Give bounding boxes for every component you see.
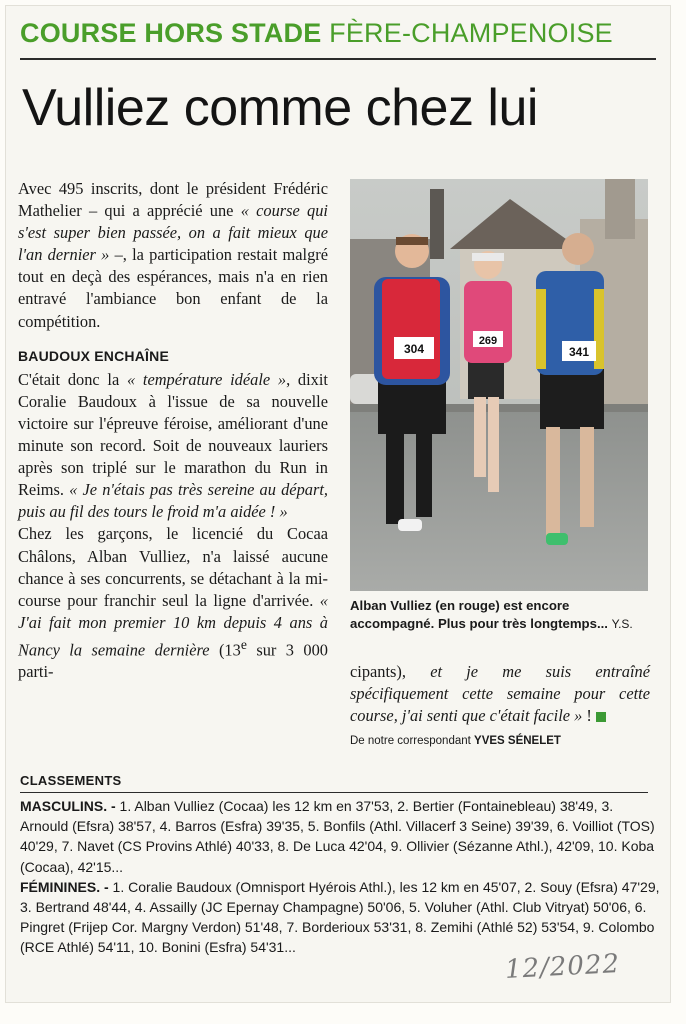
byline-name: YVES SÉNELET [474,735,561,747]
chimney [430,189,444,259]
bib-304: 304 [403,342,425,356]
kicker-divider [20,58,656,60]
bib-269: 269 [478,335,498,347]
kicker-location: FÈRE-CHAMPENOISE [329,18,613,48]
photo-caption-text: Alban Vulliez (en rouge) est encore accompagné. Plus pour très longtemps... [350,598,608,631]
kicker-event: COURSE HORS STADE [20,18,322,48]
bib-341: 341 [568,345,590,359]
results-women-label: FÉMININES. - [20,878,109,895]
article-paragraph-3: Chez les garçons, le licencié du Cocaa Châlons, Alban Vulliez, n'a laissé aucune chance à ses concurrents, se détachant à la mi-course pour franchir seul la ligne d'arrivée. « J'ai fait mon premier 10 km depuis 4 ans à Nancy la semaine dernière (13e sur 3 000 parti- [18,524,328,682]
section-kicker [20,18,660,49]
results-heading: CLASSEMENTS [20,773,122,788]
tower [605,179,635,239]
byline-prefix: De notre correspondant [350,735,471,747]
article-column-left [18,178,328,684]
handwritten-date: 12/2022 [504,949,621,985]
end-of-article-mark [596,712,606,722]
article-column-right: cipants), et je me suis entraîné spécifiquement cette semaine pour cette course, j'ai senti que c'était facile » ! [350,662,650,726]
race-photo-illustration [350,179,648,591]
photo-caption [350,597,650,633]
results-men-label: MASCULINS. - [20,798,116,814]
results-list [20,796,660,958]
results-women: FÉMININES. - 1. Coralie Baudoux (Omnisport Hyérois Athl.), les 12 km en 45'07, 2. Souy (Efsra) 47'29, 3. Bertrand 48'44, 4. Assailly (JC Epernay Champagne) 50'06, 5. Voluher (Athl. Club Vitryat) 50'06, 6. Pingret (Frijep Cor. Margny Verdon) 51'48, 7. Borderioux 53'31, 8. Zemihi (Athlé 52) 53'54, 9. Colombo (RCE Athlé) 54'11, 10. Bonini (Esfra) 54'31... [20,878,660,956]
results-divider [20,792,648,793]
photo-credit: Y.S. [611,617,633,631]
article-paragraph-2: C'était donc la « température idéale », dixit Coralie Baudoux à l'issue de sa nouvelle victoire sur l'épreuve féroise, améliorant d'une minute son record. Soit de nouveaux lauriers après son triplé sur le marathon du Run in Reims. « Je n'étais pas très sereine au départ, puis au fil des tours le froid m'a aidée ! » [18,369,328,522]
article-paragraph-1: Avec 495 inscrits, dont le président Frédéric Mathelier – qui a apprécié une « course qui s'est super bien passée, on a fait mieux que l'an dernier » –, la participation restait malgré tout en deçà des espérances, mais n'a en rien entravé l'ambiance bon enfant de la compétition. [18,179,329,331]
results-men: MASCULINS. - 1. Alban Vulliez (Cocaa) les 12 km en 37'53, 2. Bertier (Fontainebleau) 38'49, 3. Arnould (Efsra) 38'57, 4. Barros (Esfra) 39'35, 5. Bonfils (Athl. Villacerf 3 Seine) 39'39, 6. Voilliot (TOS) 40'29, 7. Navet (CS Provins Athlé) 40'33, 8. De Luca 42'04, 9. Ollivier (Sézanne Athl.), 42'09, 10. Koba (Cocaa), 42'15... [20,798,655,875]
byline [350,735,561,747]
article-headline: Vulliez comme chez lui [22,79,538,137]
race-photo [350,179,648,591]
article-subhead: BAUDOUX ENCHAÎNE [18,347,169,364]
